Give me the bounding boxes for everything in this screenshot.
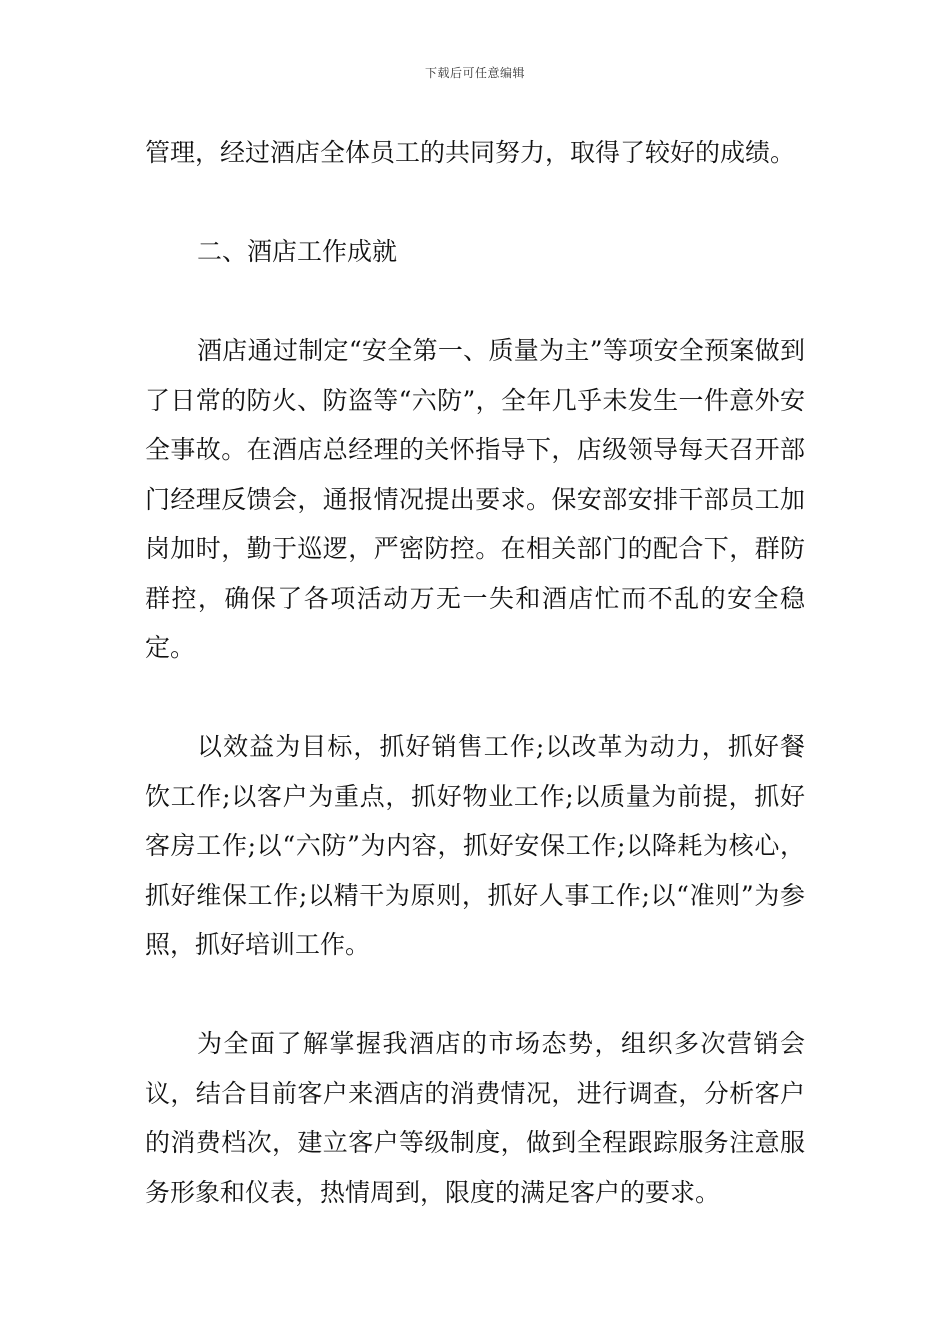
paragraph-goals: 以效益为目标，抓好销售工作;以改革为动力，抓好餐饮工作;以客户为重点，抓好物业工作;以质量为前提，抓好客房工作;以“六防”为内容，抓好安保工作;以降耗为核心，抓好维保工作;以精干为原则，抓好人事工作;以“准则”为参照，抓好培训工作。 [145, 732, 805, 959]
paragraph-safety: 酒店通过制定“安全第一、质量为主”等项安全预案做到了日常的防火、防盗等“六防”，全年几乎未发生一件意外安全事故。在酒店总经理的关怀指导下，店级领导每天召开部门经理反馈会，通报情况提出要求。保安部安排干部员工加岗加时，勤于巡逻，严密防控。在相关部门的配合下，群防群控，确保了各项活动万无一失和酒店忙而不乱的安全稳定。 [145, 336, 805, 662]
section-heading: 二、酒店工作成就 [197, 237, 398, 266]
paragraph-marketing: 为全面了解掌握我酒店的市场态势，组织多次营销会议，结合目前客户来酒店的消费情况，进行调查，分析客户的消费档次，建立客户等级制度，做到全程跟踪服务注意服务形象和仪表，热情周到，限度的满足客户的要求。 [145, 1029, 805, 1207]
page-header: 下载后可任意编辑 [424, 66, 525, 80]
paragraph-continuation: 管理，经过酒店全体员工的共同努力，取得了较好的成绩。 [145, 138, 796, 167]
document-body [145, 128, 805, 1217]
